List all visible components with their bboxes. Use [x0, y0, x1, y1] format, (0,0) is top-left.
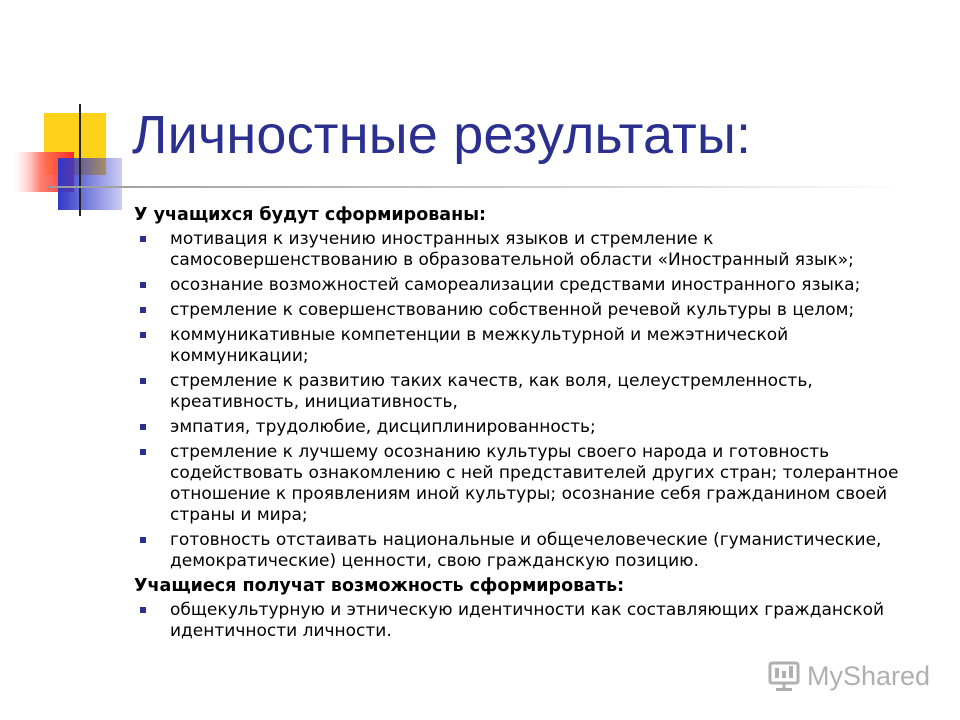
slide-content	[134, 205, 924, 646]
list-item-text: коммуникативные компетенции в межкультурной и межэтнической коммуникации;	[170, 325, 789, 366]
list-item	[134, 417, 924, 438]
watermark-text: MyShared	[807, 660, 931, 691]
blue-square	[58, 158, 122, 210]
horizontal-rule	[48, 186, 908, 188]
list-item	[134, 442, 924, 526]
list-item-text: готовность отстаивать национальные и общечеловеческие (гуманистические, демократические) ценности, свою гражданскую позицию.	[170, 530, 882, 571]
list-item	[134, 530, 924, 572]
bullet-icon	[140, 236, 146, 242]
bullet-icon	[140, 307, 146, 313]
bullet-icon	[140, 607, 146, 613]
page-title: Личностные результаты:	[132, 105, 752, 165]
bullet-icon	[140, 537, 146, 543]
watermark	[767, 656, 930, 696]
list-item-text: стремление к развитию таких качеств, как воля, целеустремленность, креативность, инициативность,	[170, 371, 813, 412]
list-item	[134, 300, 924, 321]
bullet-icon	[140, 332, 146, 338]
list-item	[134, 371, 924, 413]
section1-heading: У учащихся будут сформированы:	[134, 205, 487, 225]
list-item-text: стремление к совершенствованию собственной речевой культуры в целом;	[170, 300, 855, 320]
section2-heading: Учащиеся получат возможность сформировать:	[134, 576, 625, 596]
list-item	[134, 275, 924, 296]
list-item-text: общекультурную и этническую идентичности как составляющих гражданской идентичности личности.	[170, 600, 885, 641]
section1-list	[134, 229, 924, 572]
vertical-rule	[79, 104, 81, 216]
list-item-text: эмпатия, трудолюбие, дисциплинированность;	[170, 417, 596, 437]
list-item-text: мотивация к изучению иностранных языков и стремление к самосовершенствованию в образовательной области «Иностранный язык»;	[170, 229, 854, 270]
list-item-text: стремление к лучшему осознанию культуры своего народа и готовность содействовать ознакомлению с ней представителей других стран; толерантное отношение к проявлениям иной культуры; осознание себя гражданином своей страны и мира;	[170, 442, 899, 525]
bullet-icon	[140, 282, 146, 288]
bullet-icon	[140, 378, 146, 384]
presentation-board-icon	[767, 659, 801, 693]
bullet-icon	[140, 424, 146, 430]
list-item-text: осознание возможностей самореализации средствами иностранного языка;	[170, 275, 861, 295]
list-item	[134, 325, 924, 367]
bullet-icon	[140, 449, 146, 455]
list-item	[134, 229, 924, 271]
list-item	[134, 600, 924, 642]
section2-list	[134, 600, 924, 642]
